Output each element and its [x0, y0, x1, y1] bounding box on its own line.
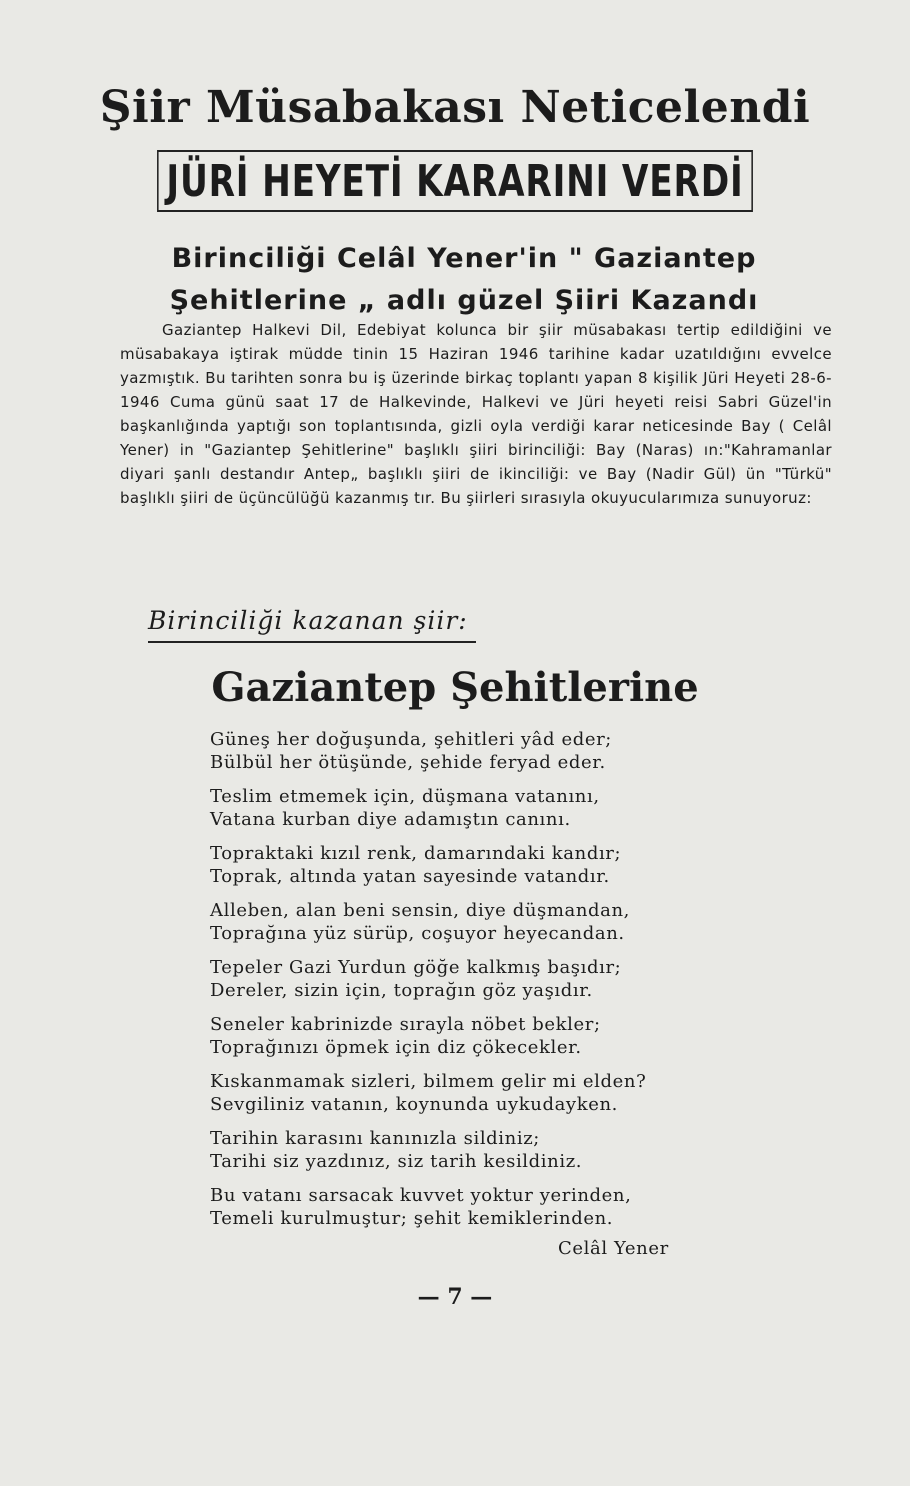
- page-number: — 7 —: [417, 1284, 493, 1310]
- poem-line: Teslim etmemek için, düşmana vatanını,: [210, 786, 600, 807]
- headline: Şiir Müsabakası Neticelendi: [99, 82, 811, 133]
- poem-line: Toprak, altında yatan sayesinde vatandır.: [210, 866, 610, 887]
- poem-title: Gaziantep Şehitlerine: [211, 664, 699, 711]
- poem-line: Alleben, alan beni sensin, diye düşmandan,: [210, 900, 631, 921]
- poem-stanza: [210, 785, 730, 831]
- banner-title: JÜRİ HEYETİ KARARINI VERDİ: [157, 150, 753, 212]
- poem-line: Tepeler Gazi Yurdun göğe kalkmış başıdır;: [210, 957, 622, 978]
- subheadline: Birinciliği Celâl Yener'in " Gaziantep Şehitlerine „ adlı güzel Şiiri Kazandı: [169, 243, 759, 316]
- poem-line: Tarihin karasını kanınızla sildiniz;: [210, 1128, 540, 1149]
- poem-line: Seneler kabrinizde sırayla nöbet bekler;: [210, 1014, 601, 1035]
- poem-line: Bu vatanı sarsacak kuvvet yoktur yerinden,: [210, 1185, 632, 1206]
- poem-stanza: [210, 1184, 730, 1230]
- poem-line: Sevgiliniz vatanın, koynunda uykudayken.: [210, 1094, 618, 1115]
- poem-body: [210, 728, 730, 1241]
- poem-stanza: [210, 1070, 730, 1116]
- poem-stanza: [210, 842, 730, 888]
- poem-line: Kıskanmamak sizleri, bilmem gelir mi elden?: [210, 1071, 647, 1092]
- poem-line: Tarihi siz yazdınız, siz tarih kesildiniz.: [210, 1151, 583, 1172]
- poem-line: Bülbül her ötüşünde, şehide feryad eder.: [210, 752, 606, 773]
- poem-stanza: [210, 1013, 730, 1059]
- poem-line: Toprağına yüz sürüp, coşuyor heyecandan.: [210, 923, 625, 944]
- poem-line: Güneş her doğuşunda, şehitleri yâd eder;: [210, 729, 612, 750]
- intro-paragraph: Gaziantep Halkevi Dil, Edebiyat kolunca bir şiir müsabakası tertip edildiğini ve müsabakaya iştirak müdde tinin 15 Haziran 1946 tarihine kadar uzatıldığını evvelce yazmıştık. Bu tarihten sonra bu iş üzerinde birkaç toplantı yapan 8 kişilik Jüri Heyeti 28-6-1946 Cuma günü saat 17 de Halkevinde, Halkevi ve Jüri heyeti reisi Sabri Güzel'in başkanlığında yaptığı son toplantısında, gizli oyla verdiği karar neticesinde Bay ( Celâl Yener) in "Gaziantep Şehitlerine" başlıklı şiiri birinciliği: Bay (Naras) ın:"Kahramanlar diyari şanlı destandır Antep„ başlıklı şiiri de ikinciliği: ve Bay (Nadir Gül) ün "Türkü" başlıklı şiiri de üçüncülüğü kazanmış tır. Bu şiirleri sırasıyla okuyucularımıza sunuyoruz:: [120, 321, 832, 507]
- poem-stanza: [210, 899, 730, 945]
- winner-label: Birinciliği kazanan şiir:: [148, 606, 476, 643]
- poem-line: Dereler, sizin için, toprağın göz yaşıdır.: [210, 980, 593, 1001]
- banner-frame: [0, 150, 910, 212]
- poem-line: Vatana kurban diye adamıştın canını.: [210, 809, 571, 830]
- poem-stanza: [210, 956, 730, 1002]
- poem-author: Celâl Yener: [558, 1238, 669, 1259]
- poem-stanza: [210, 728, 730, 774]
- poem-line: Toprağınızı öpmek için diz çökecekler.: [210, 1037, 582, 1058]
- poem-line: Temeli kurulmuştur; şehit kemiklerinden.: [210, 1208, 614, 1229]
- poem-stanza: [210, 1127, 730, 1173]
- poem-line: Topraktaki kızıl renk, damarındaki kandır;: [210, 843, 622, 864]
